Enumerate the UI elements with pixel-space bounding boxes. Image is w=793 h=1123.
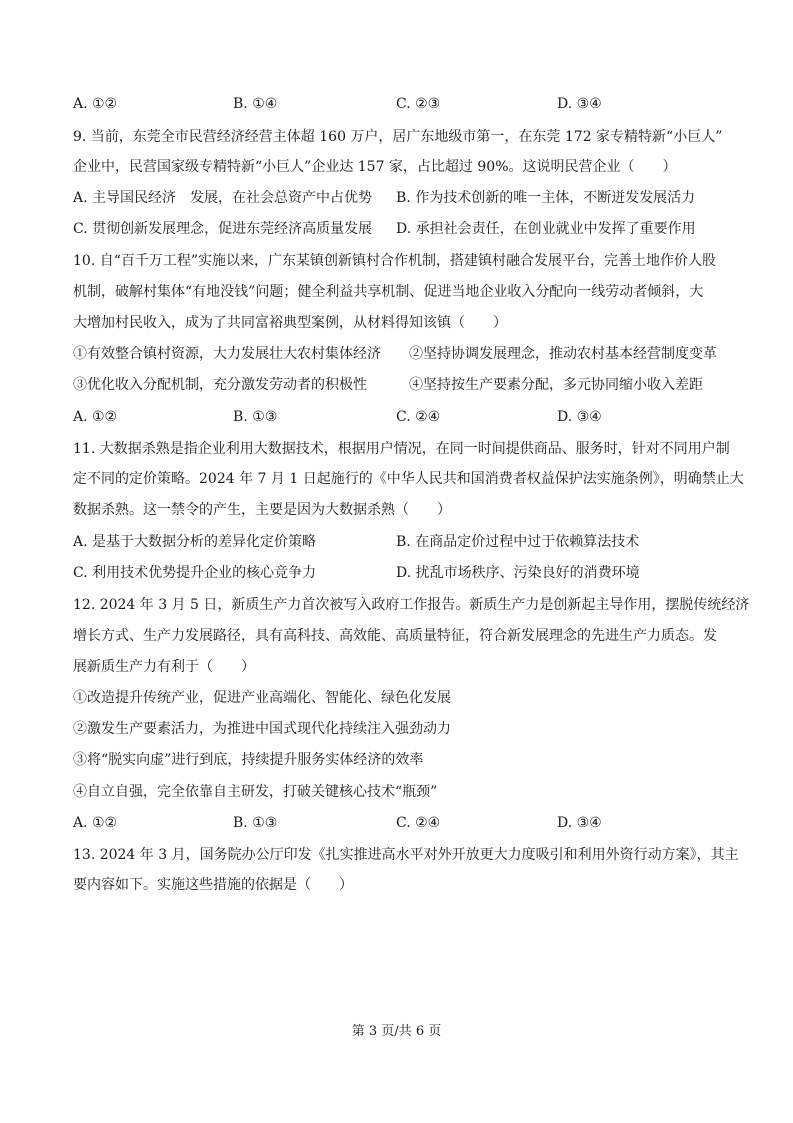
page-number: 第 3 页/共 6 页 <box>351 1024 442 1039</box>
q9-stem-line-2: 企业中，民营国家级专精特新“小巨人”企业达 157 家，占比超过 90%。这说明民营企业（ ） <box>73 159 677 175</box>
q10-statements-row-2 <box>0 376 793 394</box>
q10-options <box>0 408 793 426</box>
q10-option-b[interactable]: B. ①③ <box>233 409 278 425</box>
q11-option-d[interactable]: D. 扰乱市场秩序、污染良好的消费环境 <box>396 565 640 581</box>
q10-stem-line-1: 10. 自“百千万工程”实施以来，广东某镇创新镇村合作机制，搭建镇村融合发展平台，完善土地作价人股 <box>73 253 717 269</box>
q11-stem-line-2: 定不同的定价策略。2024 年 7 月 1 日起施行的《中华人民共和国消费者权益保护法实施条例》，明确禁止大 <box>73 471 744 487</box>
q8-option-b[interactable]: B. ①④ <box>233 96 278 112</box>
q12-options <box>0 814 793 832</box>
q10-statement-4: ④坚持按生产要素分配，多元协同缩小收入差距 <box>409 377 703 393</box>
q12-option-c[interactable]: C. ②④ <box>396 815 441 831</box>
q11-stem-line-3: 数据杀熟。这一禁令的产生，主要是因为大数据杀熟（ ） <box>73 502 451 518</box>
q9-option-a[interactable]: A. 主导国民经济 发展，在社会总资产中占优势 <box>73 190 373 206</box>
q12-stem-line-1: 12. 2024 年 3 月 5 日，新质生产力首次被写入政府工作报告。新质生产力是创新起主导作用，摆脱传统经济 <box>73 597 750 613</box>
q12-stem-line-2: 增长方式、生产力发展路径，具有高科技、高效能、高质量特征，符合新发展理念的先进生产力质态。发 <box>73 628 717 644</box>
q13-stem-line-1: 13. 2024 年 3 月，国务院办公厅印发《扎实推进高水平对外开放更大力度吸引和利用外资行动方案》，其主 <box>73 847 739 863</box>
q10-option-c[interactable]: C. ②④ <box>396 409 441 425</box>
q12-option-d[interactable]: D. ③④ <box>557 815 602 831</box>
q8-options <box>0 95 793 113</box>
q12-stem-line-3: 展新质生产力有利于（ ） <box>73 659 255 675</box>
q11-options-row-1 <box>0 533 793 551</box>
q10-statements-row-1 <box>0 345 793 363</box>
q9-option-c[interactable]: C. 贯彻创新发展理念，促进东莞经济高质量发展 <box>73 221 373 237</box>
q8-option-a[interactable]: A. ①② <box>73 96 118 112</box>
q10-option-d[interactable]: D. ③④ <box>557 409 602 425</box>
q9-options-row-1 <box>0 189 793 207</box>
q12-option-a[interactable]: A. ①② <box>73 815 118 831</box>
q8-option-c[interactable]: C. ②③ <box>396 96 441 112</box>
q11-option-c[interactable]: C. 利用技术优势提升企业的核心竞争力 <box>73 565 317 581</box>
q11-option-b[interactable]: B. 在商品定价过程中过于依赖算法技术 <box>396 534 640 550</box>
q12-statement-3: ③将“脱实向虚”进行到底，持续提升服务实体经济的效率 <box>73 752 424 768</box>
q12-statement-4: ④自立自强，完全依靠自主研发，打破关键核心技术“瓶颈” <box>73 784 438 800</box>
q13-stem-line-2: 要内容如下。实施这些措施的依据是（ ） <box>73 877 353 893</box>
q10-statement-3: ③优化收入分配机制，充分激发劳动者的积极性 <box>73 377 367 393</box>
q9-option-d[interactable]: D. 承担社会责任，在创业就业中发挥了重要作用 <box>396 221 696 237</box>
q11-option-a[interactable]: A. 是基于大数据分析的差异化定价策略 <box>73 534 317 550</box>
q8-option-d[interactable]: D. ③④ <box>557 96 602 112</box>
q10-statement-1: ①有效整合镇村资源，大力发展壮大农村集体经济 <box>73 346 381 362</box>
q12-statement-1: ①改造提升传统产业，促进产业高端化、智能化、绿色化发展 <box>73 690 451 706</box>
q10-statement-2: ②坚持协调发展理念，推动农村基本经营制度变革 <box>409 346 717 362</box>
q9-stem-line-1: 9. 当前，东莞全市民营经济经营主体超 160 万户，居广东地级市第一，在东莞 172 家专精特新“小巨人” <box>73 129 723 145</box>
q10-stem-line-3: 大增加村民收入，成为了共同富裕典型案例，从材料得知该镇（ ） <box>73 315 507 331</box>
q11-stem-line-1: 11. 大数据杀熟是指企业利用大数据技术，根据用户情况，在同一时间提供商品、服务时，针对不同用户制 <box>73 441 730 457</box>
q10-stem-line-2: 机制，破解村集体“有地没钱”问题；健全利益共享机制、促进当地企业收入分配向一线劳动者倾斜，大 <box>73 284 704 300</box>
q10-option-a[interactable]: A. ①② <box>73 409 118 425</box>
q12-statement-2: ②激发生产要素活力，为推进中国式现代化持续注入强劲动力 <box>73 721 451 737</box>
q9-options-row-2 <box>0 220 793 238</box>
q9-option-b[interactable]: B. 作为技术创新的唯一主体，不断迸发发展活力 <box>396 190 696 206</box>
q12-option-b[interactable]: B. ①③ <box>233 815 278 831</box>
q11-options-row-2 <box>0 564 793 582</box>
